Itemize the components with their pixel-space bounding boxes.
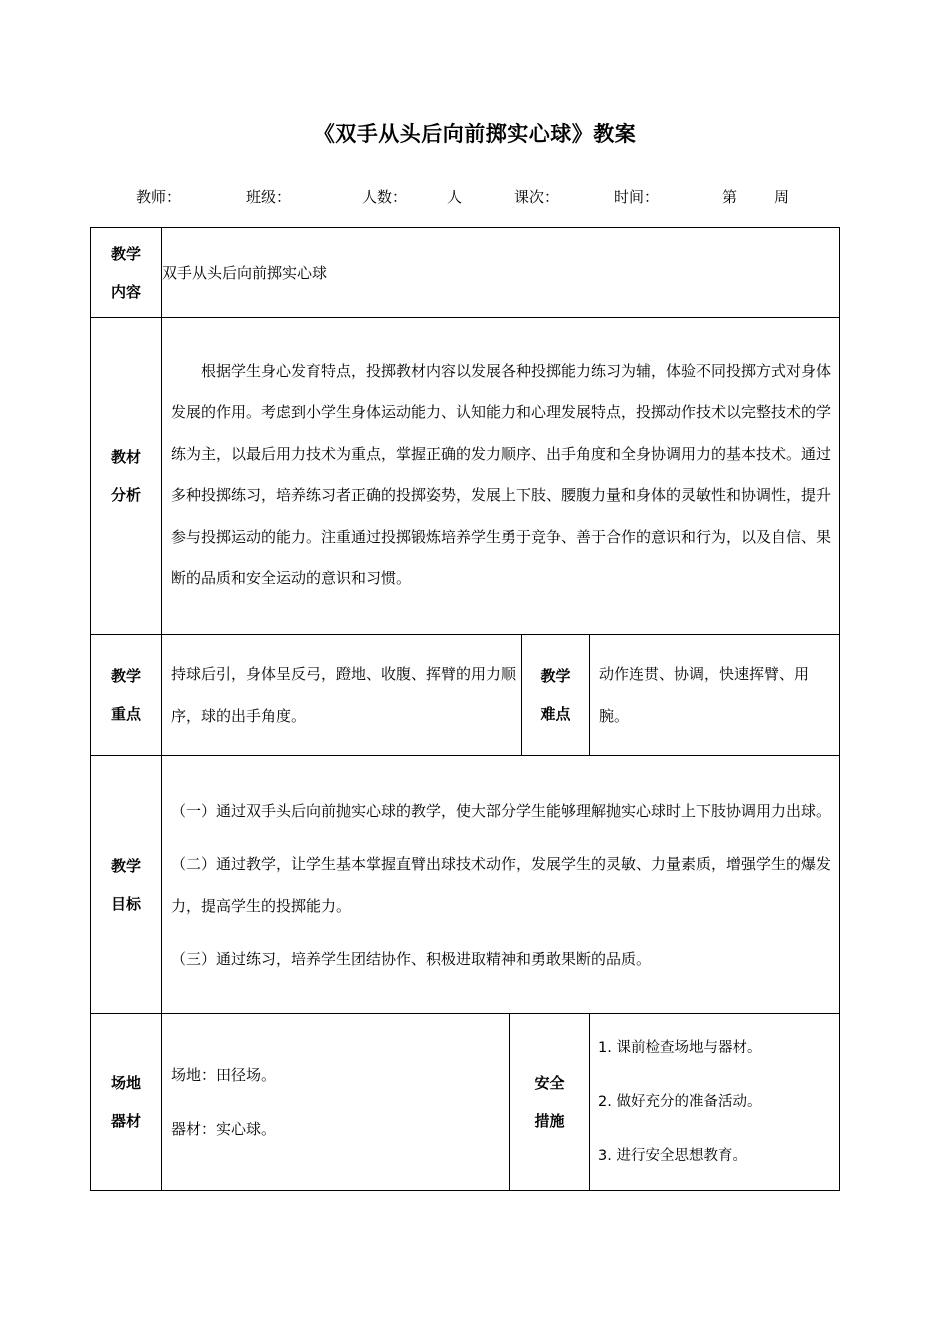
difficulties-text: 动作连贯、协调，快速挥臂、用腕。 xyxy=(599,665,810,725)
key-points-cell xyxy=(162,635,522,756)
time-label: 时间： xyxy=(614,188,660,206)
week-suffix: 周 xyxy=(774,188,790,206)
page-title: 《双手从头后向前掷实心球》教案 xyxy=(313,122,637,146)
goals-label: 教学 目标 xyxy=(91,756,162,1014)
week-prefix: 第 xyxy=(722,188,738,206)
count-unit: 人 xyxy=(447,188,463,206)
safety-item: 1. 课前检查场地与器材。 xyxy=(598,1040,762,1056)
analysis-cell xyxy=(162,318,840,635)
key-points-text: 持球后引，身体呈反弓，蹬地、收腹、挥臂的用力顺序，球的出手角度。 xyxy=(171,665,517,725)
venue-site: 场地：田径场。 xyxy=(171,1066,277,1084)
safety-item: 3. 进行安全思想教育。 xyxy=(598,1148,747,1164)
goals-cell xyxy=(162,756,840,1014)
count-label: 人数： xyxy=(362,188,408,206)
difficulties-label: 教学 难点 xyxy=(522,635,590,756)
goal-item: （三）通过练习，培养学生团结协作、积极进取精神和勇敢果断的品质。 xyxy=(171,949,652,968)
goal-item: （二）通过教学，让学生基本掌握直臂出球技术动作，发展学生的灵敏、力量素质，增强学生的爆发力，提高学生的投掷能力。 xyxy=(171,854,832,915)
safety-label: 安全 措施 xyxy=(510,1014,590,1191)
lesson-number-label: 课次： xyxy=(514,188,560,206)
safety-cell xyxy=(590,1014,840,1191)
analysis-text: 根据学生身心发育特点，投掷教材内容以发展各种投掷能力练习为辅，体验不同投掷方式对身体发展的作用。考虑到小学生身体运动能力、认知能力和心理发展特点，投掷动作技术以完整技术的学练为主，以最后用力技术为重点，掌握正确的发力顺序、出手角度和全身协调用力的基本技术。通过多种投掷练习，培养练习者正确的投掷姿势，发展上下肢、腰腹力量和身体的灵敏性和协调性，提升参与投掷运动的能力。注重通过投掷锻炼培养学生勇于竞争、善于合作的意识和行为，以及自信、果断的品质和安全运动的意识和习惯。 xyxy=(171,361,832,587)
class-label: 班级： xyxy=(246,188,292,206)
lesson-plan-table xyxy=(90,227,840,1191)
venue-cell xyxy=(162,1014,510,1191)
venue-row xyxy=(91,1014,840,1191)
content-text: 双手从头后向前掷实心球 xyxy=(162,228,840,318)
key-points-label: 教学 重点 xyxy=(91,635,162,756)
venue-equipment: 器材：实心球。 xyxy=(171,1120,277,1138)
venue-label: 场地 器材 xyxy=(91,1014,162,1191)
content-label: 教学 内容 xyxy=(91,228,162,318)
goals-row xyxy=(91,756,840,1014)
difficulties-cell xyxy=(590,635,840,756)
analysis-row xyxy=(91,318,840,635)
goal-item: （一）通过双手头后向前抛实心球的教学，使大部分学生能够理解抛实心球时上下肢协调用力出球。 xyxy=(171,801,832,820)
content-row xyxy=(91,228,840,318)
analysis-label: 教材 分析 xyxy=(91,318,162,635)
key-points-row xyxy=(91,635,840,756)
safety-item: 2. 做好充分的准备活动。 xyxy=(598,1094,762,1110)
lesson-meta-row xyxy=(0,186,950,208)
teacher-label: 教师： xyxy=(136,188,182,206)
